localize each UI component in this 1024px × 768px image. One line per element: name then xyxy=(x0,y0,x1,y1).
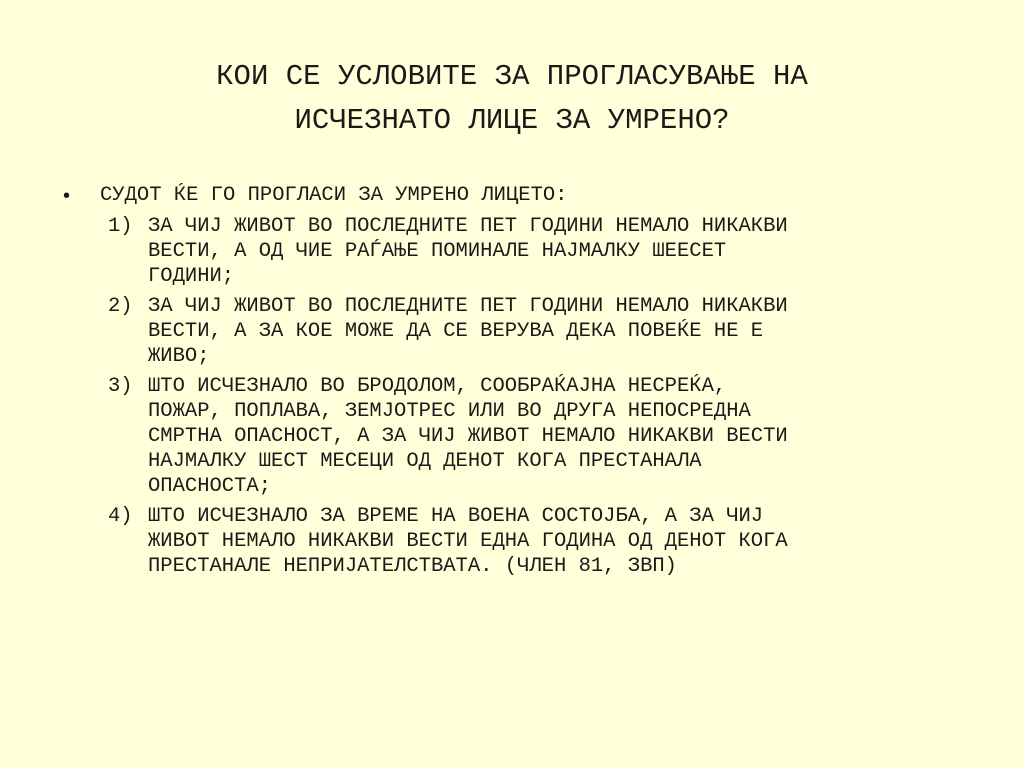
list-item-line: ЖИВО; xyxy=(148,345,210,368)
list-item-1 xyxy=(0,214,1024,289)
slide-title-line-1: КОИ СЕ УСЛОВИТЕ ЗА ПРОГЛАСУВАЊЕ НА xyxy=(216,60,808,93)
numbered-list xyxy=(0,214,1024,584)
bullet-item xyxy=(0,181,1024,211)
list-item-line: НАЈМАЛКУ ШЕСТ МЕСЕЦИ ОД ДЕНОТ КОГА ПРЕСТАНАЛА xyxy=(148,450,702,473)
list-item-text xyxy=(148,374,958,499)
slide-title xyxy=(60,55,964,143)
list-item-4 xyxy=(0,504,1024,579)
list-item-line: ГОДИНИ; xyxy=(148,265,235,288)
list-item-line: ПОЖАР, ПОПЛАВА, ЗЕМЈОТРЕС ИЛИ ВО ДРУГА НЕПОСРЕДНА xyxy=(148,400,751,423)
list-item-line: ВЕСТИ, А ЗА КОЕ МОЖЕ ДА СЕ ВЕРУВА ДЕКА ПОВЕЌЕ НЕ Е xyxy=(148,320,764,343)
list-item-line: СМРТНА ОПАСНОСТ, А ЗА ЧИЈ ЖИВОТ НЕМАЛО НИКАКВИ ВЕСТИ xyxy=(148,425,788,448)
list-item-line: ШТО ИСЧЕЗНАЛО ВО БРОДОЛОМ, СООБРАЌАЈНА НЕСРЕЌА, xyxy=(148,375,727,398)
list-item-text xyxy=(148,504,958,579)
list-item-number: 4) xyxy=(108,505,133,528)
list-item-line: ЗА ЧИЈ ЖИВОТ ВО ПОСЛЕДНИТЕ ПЕТ ГОДИНИ НЕМАЛО НИКАКВИ xyxy=(148,295,788,318)
slide-title-line-2: ИСЧЕЗНАТО ЛИЦЕ ЗА УМРЕНО? xyxy=(294,104,730,137)
slide-content xyxy=(0,181,1024,578)
bullet-text: СУДОТ ЌЕ ГО ПРОГЛАСИ ЗА УМРЕНО ЛИЦЕТО: xyxy=(100,184,568,207)
list-item-number: 3) xyxy=(108,375,133,398)
list-item-line: ОПАСНОСТА; xyxy=(148,475,272,498)
bullet-dot-icon: • xyxy=(63,185,71,207)
list-item-text xyxy=(148,294,958,369)
list-item-line: ЗА ЧИЈ ЖИВОТ ВО ПОСЛЕДНИТЕ ПЕТ ГОДИНИ НЕМАЛО НИКАКВИ xyxy=(148,215,788,238)
list-item-number: 1) xyxy=(108,215,133,238)
list-item-3 xyxy=(0,374,1024,499)
list-item-number: 2) xyxy=(108,295,133,318)
list-item-line: ПРЕСТАНАЛЕ НЕПРИЈАТЕЛСТВАТА. (ЧЛЕН 81, ЗВП) xyxy=(148,555,677,578)
list-item-line: ВЕСТИ, А ОД ЧИЕ РАЃАЊЕ ПОМИНАЛЕ НАЈМАЛКУ ШЕЕСЕТ xyxy=(148,240,727,263)
list-item-line: ШТО ИСЧЕЗНАЛО ЗА ВРЕМЕ НА ВОЕНА СОСТОЈБА, А ЗА ЧИЈ xyxy=(148,505,764,528)
list-item-line: ЖИВОТ НЕМАЛО НИКАКВИ ВЕСТИ ЕДНА ГОДИНА ОД ДЕНОТ КОГА xyxy=(148,530,788,553)
list-item-text xyxy=(148,214,958,289)
list-item-2 xyxy=(0,294,1024,369)
